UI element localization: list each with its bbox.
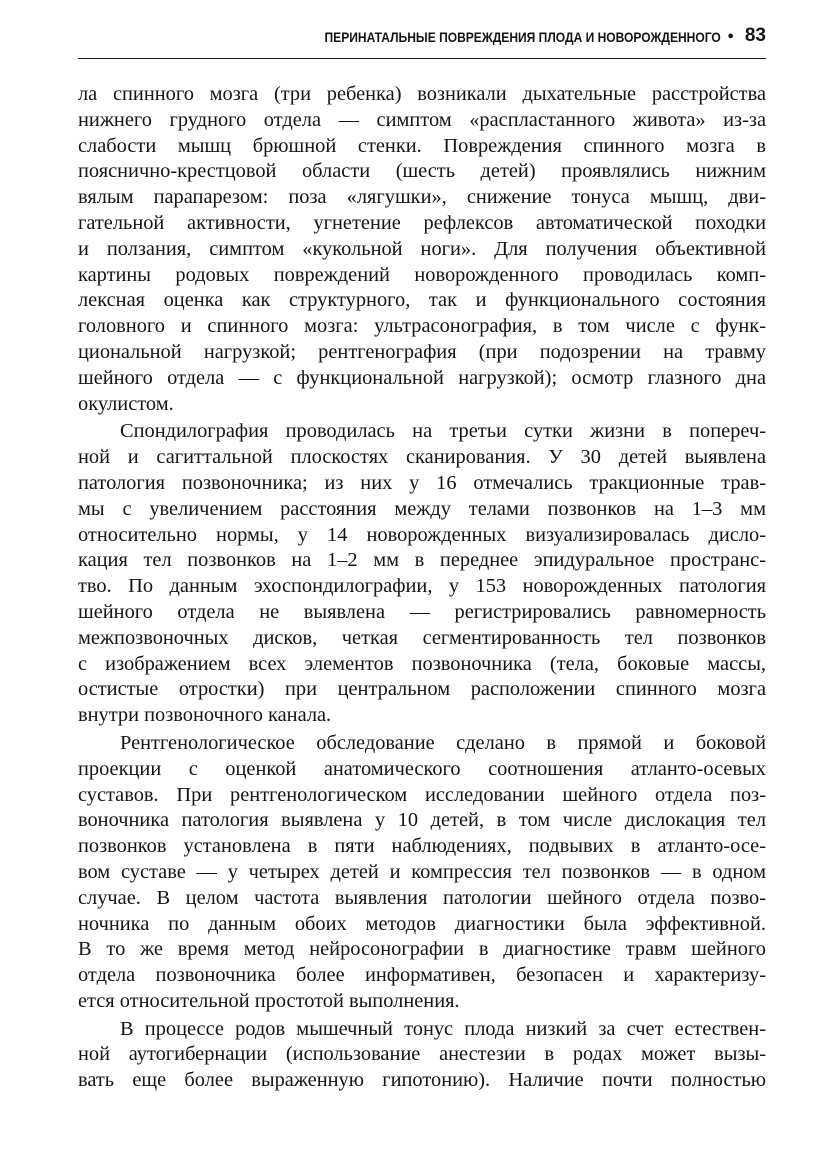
text-line: пояснично-крестцовой области (шесть детей) проявлялись нижним [78,160,766,183]
text-line: патология позвоночника; из них у 16 отмечались тракционные трав- [78,471,766,494]
text-line: ночника по данным обоих методов диагностики была эффективной. [78,912,766,935]
text-line: суставов. При рентгенологическом исследовании шейного отдела поз- [78,783,766,806]
text-line: вать еще более выраженную гипотонию). Наличие почти полностью [78,1069,766,1092]
text-line: межпозвоночных дисков, четкая сегментированность тел позвонков [78,626,766,649]
paragraph [78,1017,766,1094]
paragraph [78,82,766,417]
text-line: Спондилография проводилась на третьи сутки жизни в попереч- [120,420,766,443]
text-line: проекции с оценкой анатомического соотношения атланто-осевых [78,757,766,780]
text-line: позвонков установлена в пяти наблюдениях, подвывих в атланто-осе- [78,835,766,858]
text-line: В то же время метод нейросонографии в диагностике травм шейного [78,938,766,961]
text-line: ной и сагиттальной плоскостях сканирования. У 30 детей выявлена [78,446,766,469]
paragraph [78,419,766,729]
text-line: головного и спинного мозга: ультрасонография, в том числе с функ- [78,315,766,338]
page-number: 83 [744,25,766,46]
text-line: тво. По данным эхоспондилографии, у 153 новорожденных патология [78,575,766,598]
text-line: ной аутогибернации (использование анестезии в родах может вызы- [78,1043,766,1066]
text-line: В процессе родов мышечный тонус плода низкий за счет естествен- [120,1017,766,1040]
text-line: гательной активности, угнетение рефлексов автоматической походки [78,211,766,234]
text-line: циональной нагрузкой; рентгенография (при подозрении на травму [78,340,766,363]
running-header-title: ПЕРИНАТАЛЬНЫЕ ПОВРЕЖДЕНИЯ ПЛОДА И НОВОРОЖДЕННОГО [324,29,721,45]
text-line: отдела позвоночника более информативен, безопасен и характеризу- [78,964,766,987]
text-line: ется относительной простотой выполнения. [78,989,460,1012]
text-line: картины родовых повреждений новорожденного проводилась комп- [78,263,766,286]
text-line: с изображением всех элементов позвоночника (тела, боковые массы, [78,652,766,675]
running-header [78,25,766,59]
header-bullet-separator: • [726,29,735,45]
text-line: остистые отростки) при центральном расположении спинного мозга [78,678,766,701]
text-line: шейного отдела — с функциональной нагрузкой); осмотр глазного дна [78,366,766,389]
text-line: вом суставе — у четырех детей и компрессия тел позвонков — в одном [78,860,766,883]
text-line: мы с увеличением расстояния между телами позвонков на 1–3 мм [78,497,766,520]
text-line: внутри позвоночного канала. [78,704,332,727]
body-text [78,82,766,1094]
text-line: случае. В целом частота выявления патологии шейного отдела позво- [78,886,766,909]
text-line: относительно нормы, у 14 новорожденных визуализировалась дисло- [78,523,766,546]
text-line: и ползания, симптом «кукольной ноги». Для получения объективной [78,237,766,260]
text-line: вялым парапарезом: поза «лягушки», снижение тонуса мышц, дви- [78,186,766,209]
text-line: слабости мышц брюшной стенки. Повреждения спинного мозга в [78,134,766,157]
text-line: лексная оценка как структурного, так и функционального состояния [78,289,766,312]
text-line: окулистом. [78,392,174,415]
text-line: кация тел позвонков на 1–2 мм в переднее эпидуральное пространс- [78,549,766,572]
text-line: ла спинного мозга (три ребенка) возникали дыхательные расстройства [78,83,766,105]
text-line: Рентгенологическое обследование сделано в прямой и боковой [120,731,766,754]
paragraph [78,731,766,1015]
text-line: нижнего грудного отдела — симптом «распластанного живота» из-за [78,108,766,131]
text-line: воночника патология выявлена у 10 детей, в том числе дислокация тел [78,809,766,832]
text-line: шейного отдела не выявлена — регистрировались равномерность [78,600,766,623]
